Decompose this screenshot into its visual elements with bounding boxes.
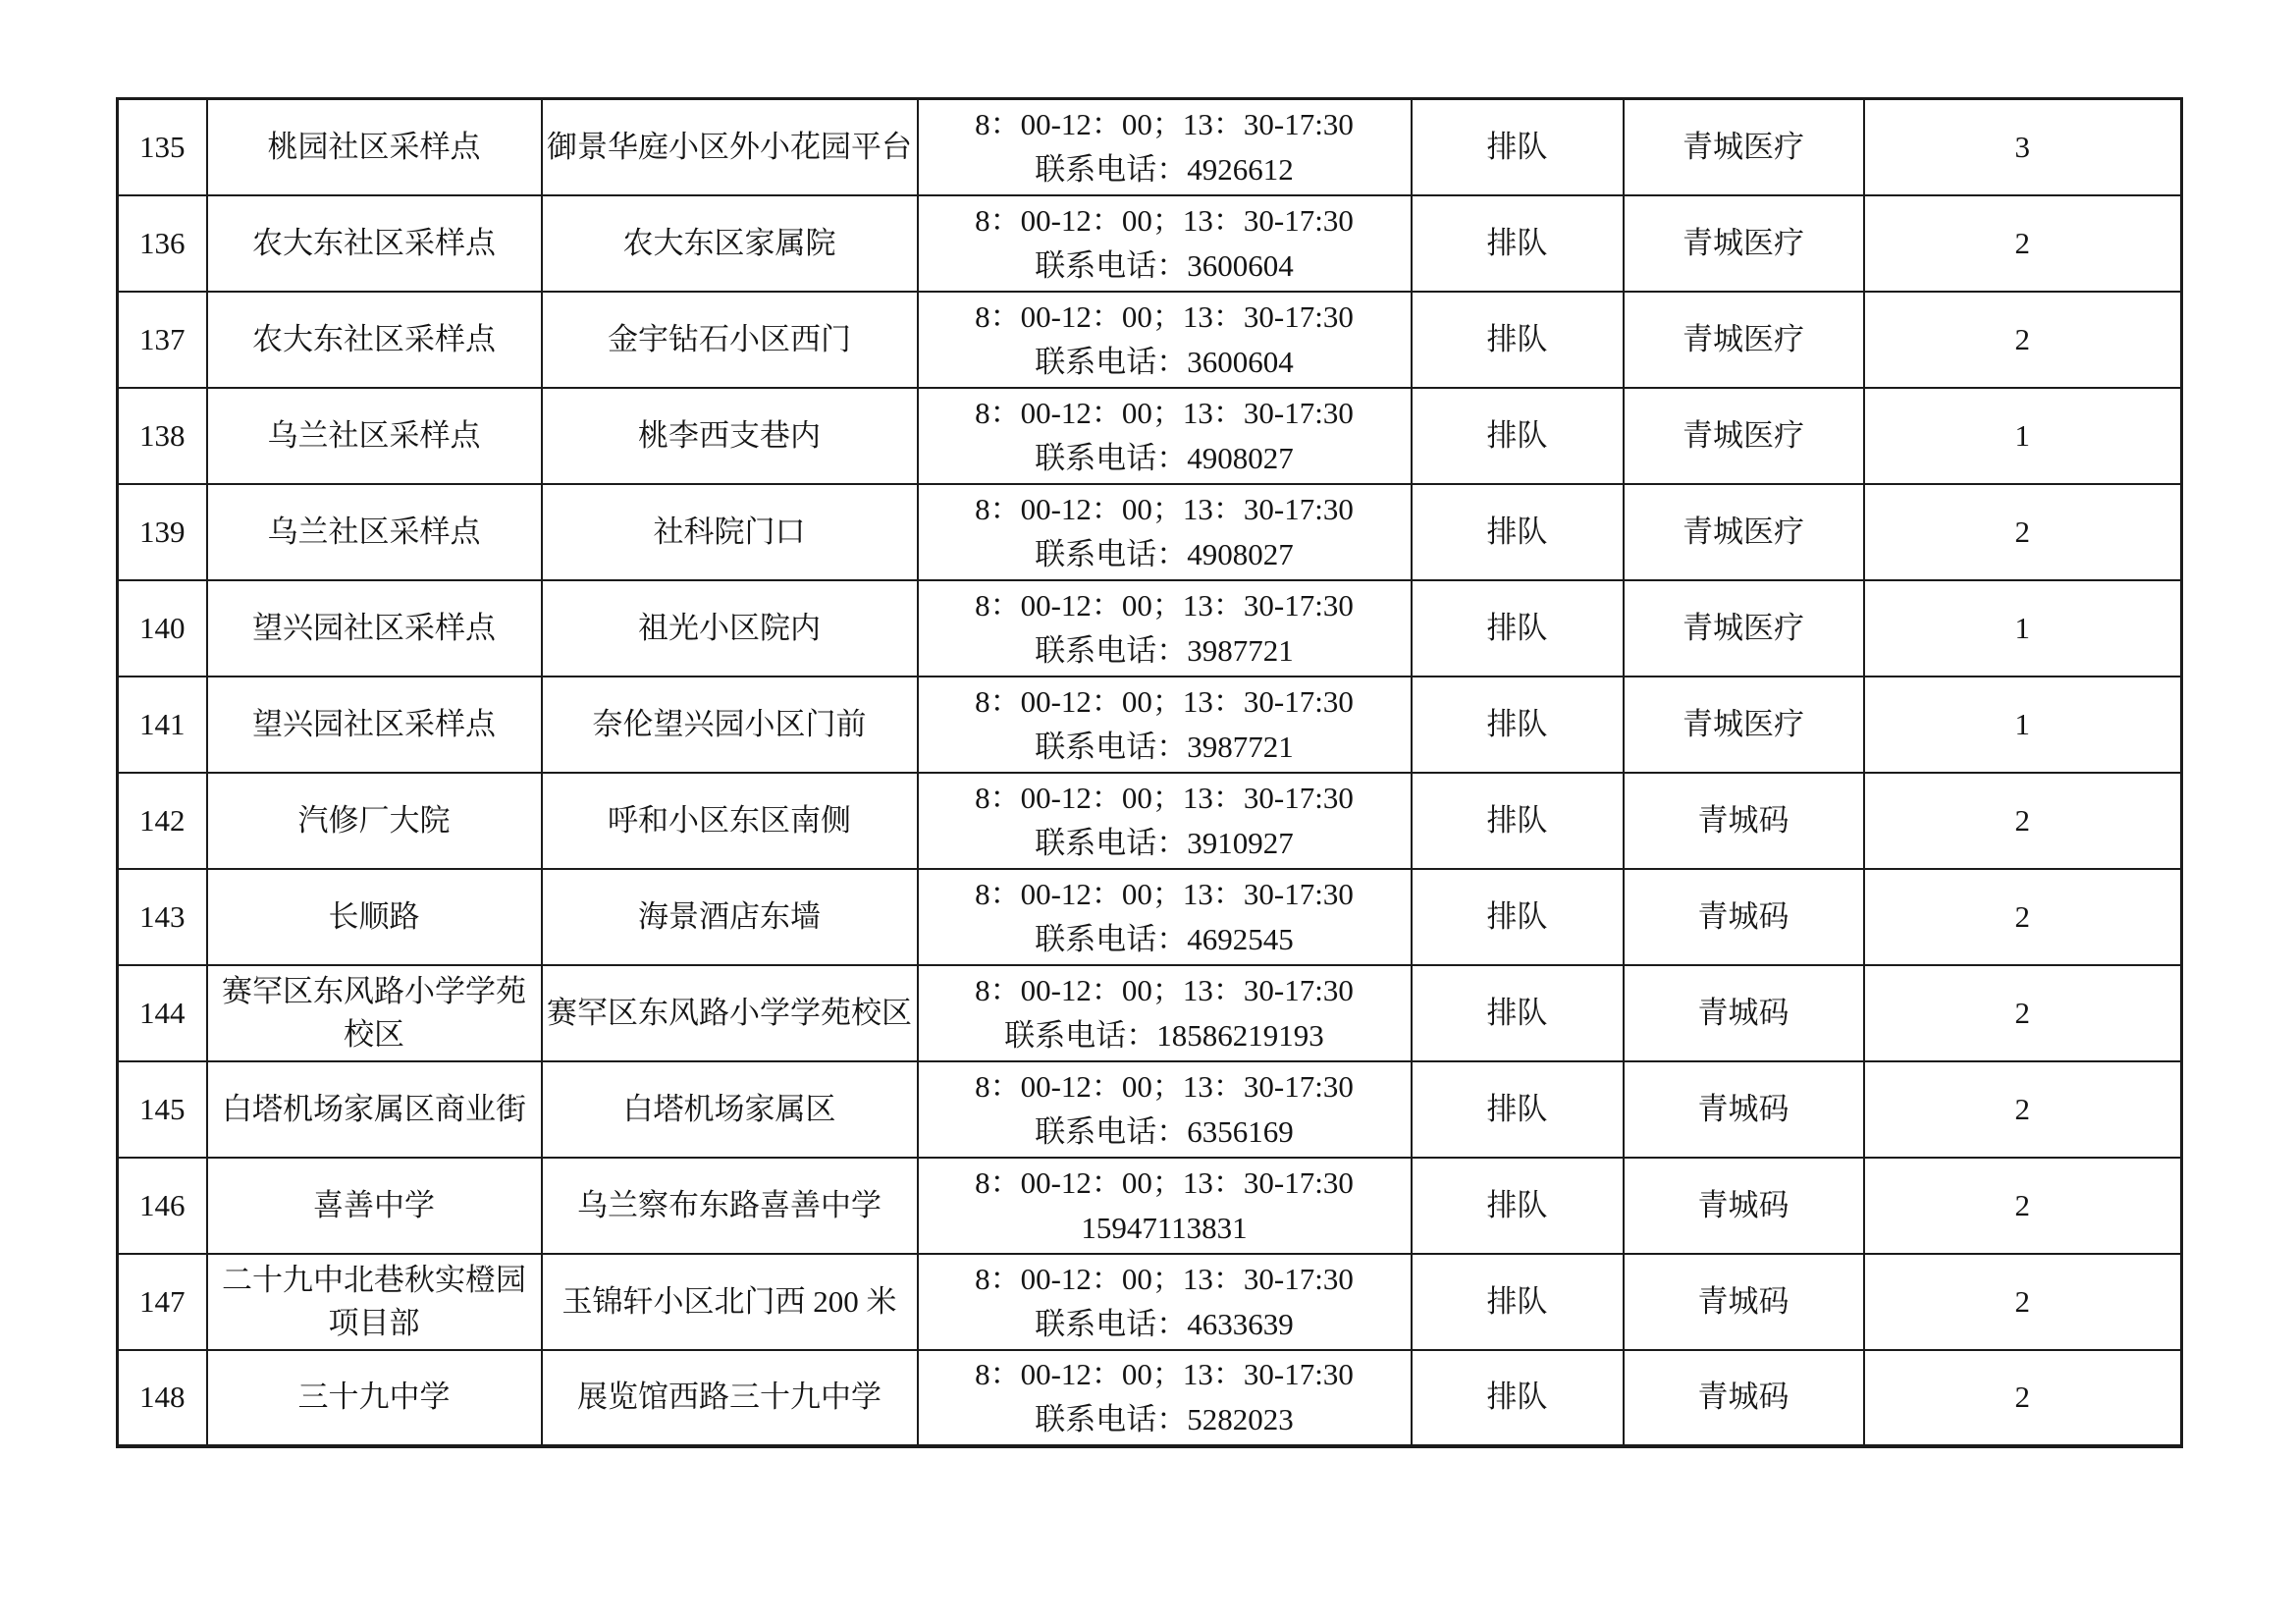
table-row (118, 388, 2182, 484)
row-index-cell: 139 (118, 484, 207, 580)
count-cell: 2 (1864, 1254, 2182, 1350)
contact-phone-text: 联系电话：5282023 (1035, 1402, 1294, 1436)
service-hours-text: 8：00-12：00；13：30-17:30 (975, 587, 1354, 623)
address-cell: 祖光小区院内 (542, 580, 918, 677)
service-hours-text: 8：00-12：00；13：30-17:30 (975, 683, 1354, 719)
address-cell: 玉锦轩小区北门西 200 米 (542, 1254, 918, 1350)
contact-phone-text: 联系电话：4633639 (1035, 1306, 1294, 1341)
sampling-point-name-cell: 喜善中学 (207, 1158, 542, 1254)
queue-mode-cell: 排队 (1412, 580, 1624, 677)
platform-cell: 青城医疗 (1624, 388, 1864, 484)
time-phone-cell (918, 388, 1412, 484)
queue-mode-cell: 排队 (1412, 195, 1624, 292)
service-hours-text: 8：00-12：00；13：30-17:30 (975, 395, 1354, 430)
queue-mode-cell: 排队 (1412, 292, 1624, 388)
count-cell: 1 (1864, 388, 2182, 484)
address-cell: 赛罕区东风路小学学苑校区 (542, 965, 918, 1061)
address-cell: 御景华庭小区外小花园平台 (542, 99, 918, 195)
table-row (118, 1158, 2182, 1254)
table-row (118, 1254, 2182, 1350)
row-index-cell: 136 (118, 195, 207, 292)
sampling-point-name-cell: 桃园社区采样点 (207, 99, 542, 195)
row-index-cell: 145 (118, 1061, 207, 1158)
platform-cell: 青城码 (1624, 773, 1864, 869)
contact-phone-text: 联系电话：3600604 (1035, 344, 1294, 379)
platform-cell: 青城码 (1624, 1254, 1864, 1350)
address-cell: 农大东区家属院 (542, 195, 918, 292)
service-hours-text: 8：00-12：00；13：30-17:30 (975, 1068, 1354, 1104)
count-cell: 2 (1864, 1061, 2182, 1158)
service-hours-text: 8：00-12：00；13：30-17:30 (975, 1357, 1354, 1391)
service-hours-text: 8：00-12：00；13：30-17:30 (975, 1164, 1354, 1200)
sampling-point-name-cell: 二十九中北巷秋实橙园项目部 (207, 1254, 542, 1350)
count-cell: 1 (1864, 677, 2182, 773)
sampling-point-name-cell: 农大东社区采样点 (207, 195, 542, 292)
time-phone-cell (918, 965, 1412, 1061)
queue-mode-cell: 排队 (1412, 965, 1624, 1061)
table-row (118, 1350, 2182, 1446)
contact-phone-text: 联系电话：4926612 (1035, 151, 1294, 187)
queue-mode-cell: 排队 (1412, 1254, 1624, 1350)
time-phone-cell (918, 484, 1412, 580)
count-cell: 2 (1864, 1350, 2182, 1446)
row-index-cell: 148 (118, 1350, 207, 1446)
address-cell: 桃李西支巷内 (542, 388, 918, 484)
address-cell: 海景酒店东墙 (542, 869, 918, 965)
time-phone-cell (918, 195, 1412, 292)
service-hours-text: 8：00-12：00；13：30-17:30 (975, 972, 1354, 1007)
row-index-cell: 141 (118, 677, 207, 773)
contact-phone-text: 联系电话：4908027 (1035, 440, 1294, 475)
platform-cell: 青城码 (1624, 1061, 1864, 1158)
queue-mode-cell: 排队 (1412, 1061, 1624, 1158)
time-phone-cell (918, 1350, 1412, 1446)
table-body (118, 99, 2182, 1446)
service-hours-text: 8：00-12：00；13：30-17:30 (975, 202, 1354, 238)
queue-mode-cell: 排队 (1412, 869, 1624, 965)
queue-mode-cell: 排队 (1412, 1350, 1624, 1446)
address-cell: 白塔机场家属区 (542, 1061, 918, 1158)
service-hours-text: 8：00-12：00；13：30-17:30 (975, 106, 1354, 141)
count-cell: 1 (1864, 580, 2182, 677)
table-row (118, 965, 2182, 1061)
sampling-point-name-cell: 望兴园社区采样点 (207, 580, 542, 677)
address-cell: 乌兰察布东路喜善中学 (542, 1158, 918, 1254)
table-row (118, 484, 2182, 580)
count-cell: 2 (1864, 292, 2182, 388)
row-index-cell: 137 (118, 292, 207, 388)
row-index-cell: 140 (118, 580, 207, 677)
sampling-point-name-cell: 赛罕区东风路小学学苑校区 (207, 965, 542, 1061)
service-hours-text: 8：00-12：00；13：30-17:30 (975, 876, 1354, 911)
row-index-cell: 143 (118, 869, 207, 965)
row-index-cell: 146 (118, 1158, 207, 1254)
count-cell: 2 (1864, 195, 2182, 292)
table-row (118, 580, 2182, 677)
address-cell: 呼和小区东区南侧 (542, 773, 918, 869)
sampling-point-name-cell: 汽修厂大院 (207, 773, 542, 869)
platform-cell: 青城码 (1624, 965, 1864, 1061)
platform-cell: 青城医疗 (1624, 677, 1864, 773)
time-phone-cell (918, 1158, 1412, 1254)
row-index-cell: 142 (118, 773, 207, 869)
queue-mode-cell: 排队 (1412, 773, 1624, 869)
row-index-cell: 135 (118, 99, 207, 195)
queue-mode-cell: 排队 (1412, 99, 1624, 195)
service-hours-text: 8：00-12：00；13：30-17:30 (975, 491, 1354, 526)
time-phone-cell (918, 99, 1412, 195)
sampling-points-table (116, 97, 2183, 1448)
contact-phone-text: 联系电话：3910927 (1035, 825, 1294, 860)
platform-cell: 青城医疗 (1624, 195, 1864, 292)
count-cell: 2 (1864, 869, 2182, 965)
sampling-point-name-cell: 农大东社区采样点 (207, 292, 542, 388)
row-index-cell: 138 (118, 388, 207, 484)
sampling-point-name-cell: 望兴园社区采样点 (207, 677, 542, 773)
platform-cell: 青城医疗 (1624, 484, 1864, 580)
address-cell: 社科院门口 (542, 484, 918, 580)
table-row (118, 869, 2182, 965)
time-phone-cell (918, 773, 1412, 869)
table-row (118, 1061, 2182, 1158)
count-cell: 3 (1864, 99, 2182, 195)
platform-cell: 青城医疗 (1624, 292, 1864, 388)
address-cell: 奈伦望兴园小区门前 (542, 677, 918, 773)
table-row (118, 292, 2182, 388)
service-hours-text: 8：00-12：00；13：30-17:30 (975, 1261, 1354, 1296)
contact-phone-text: 联系电话：4908027 (1035, 536, 1294, 571)
count-cell: 2 (1864, 1158, 2182, 1254)
address-cell: 展览馆西路三十九中学 (542, 1350, 918, 1446)
platform-cell: 青城码 (1624, 1350, 1864, 1446)
count-cell: 2 (1864, 484, 2182, 580)
table-row (118, 99, 2182, 195)
sampling-point-name-cell: 乌兰社区采样点 (207, 388, 542, 484)
contact-phone-text: 联系电话：3987721 (1035, 729, 1294, 764)
time-phone-cell (918, 1254, 1412, 1350)
service-hours-text: 8：00-12：00；13：30-17:30 (975, 780, 1354, 815)
contact-phone-text: 联系电话：18586219193 (1004, 1017, 1324, 1053)
time-phone-cell (918, 869, 1412, 965)
count-cell: 2 (1864, 773, 2182, 869)
sampling-point-name-cell: 乌兰社区采样点 (207, 484, 542, 580)
platform-cell: 青城码 (1624, 1158, 1864, 1254)
table-row (118, 773, 2182, 869)
contact-phone-text: 联系电话：6356169 (1035, 1113, 1294, 1149)
platform-cell: 青城医疗 (1624, 580, 1864, 677)
queue-mode-cell: 排队 (1412, 388, 1624, 484)
sampling-point-name-cell: 长顺路 (207, 869, 542, 965)
address-cell: 金宇钻石小区西门 (542, 292, 918, 388)
contact-phone-text: 联系电话：3600604 (1035, 247, 1294, 283)
queue-mode-cell: 排队 (1412, 484, 1624, 580)
table-row (118, 677, 2182, 773)
sampling-point-name-cell: 三十九中学 (207, 1350, 542, 1446)
platform-cell: 青城医疗 (1624, 99, 1864, 195)
contact-phone-text: 联系电话：3987721 (1035, 632, 1294, 668)
table-row (118, 195, 2182, 292)
sampling-point-name-cell: 白塔机场家属区商业街 (207, 1061, 542, 1158)
time-phone-cell (918, 677, 1412, 773)
platform-cell: 青城码 (1624, 869, 1864, 965)
time-phone-cell (918, 292, 1412, 388)
contact-phone-text: 15947113831 (1081, 1210, 1248, 1245)
time-phone-cell (918, 1061, 1412, 1158)
service-hours-text: 8：00-12：00；13：30-17:30 (975, 298, 1354, 334)
queue-mode-cell: 排队 (1412, 677, 1624, 773)
count-cell: 2 (1864, 965, 2182, 1061)
row-index-cell: 147 (118, 1254, 207, 1350)
row-index-cell: 144 (118, 965, 207, 1061)
contact-phone-text: 联系电话：4692545 (1035, 921, 1294, 956)
queue-mode-cell: 排队 (1412, 1158, 1624, 1254)
time-phone-cell (918, 580, 1412, 677)
